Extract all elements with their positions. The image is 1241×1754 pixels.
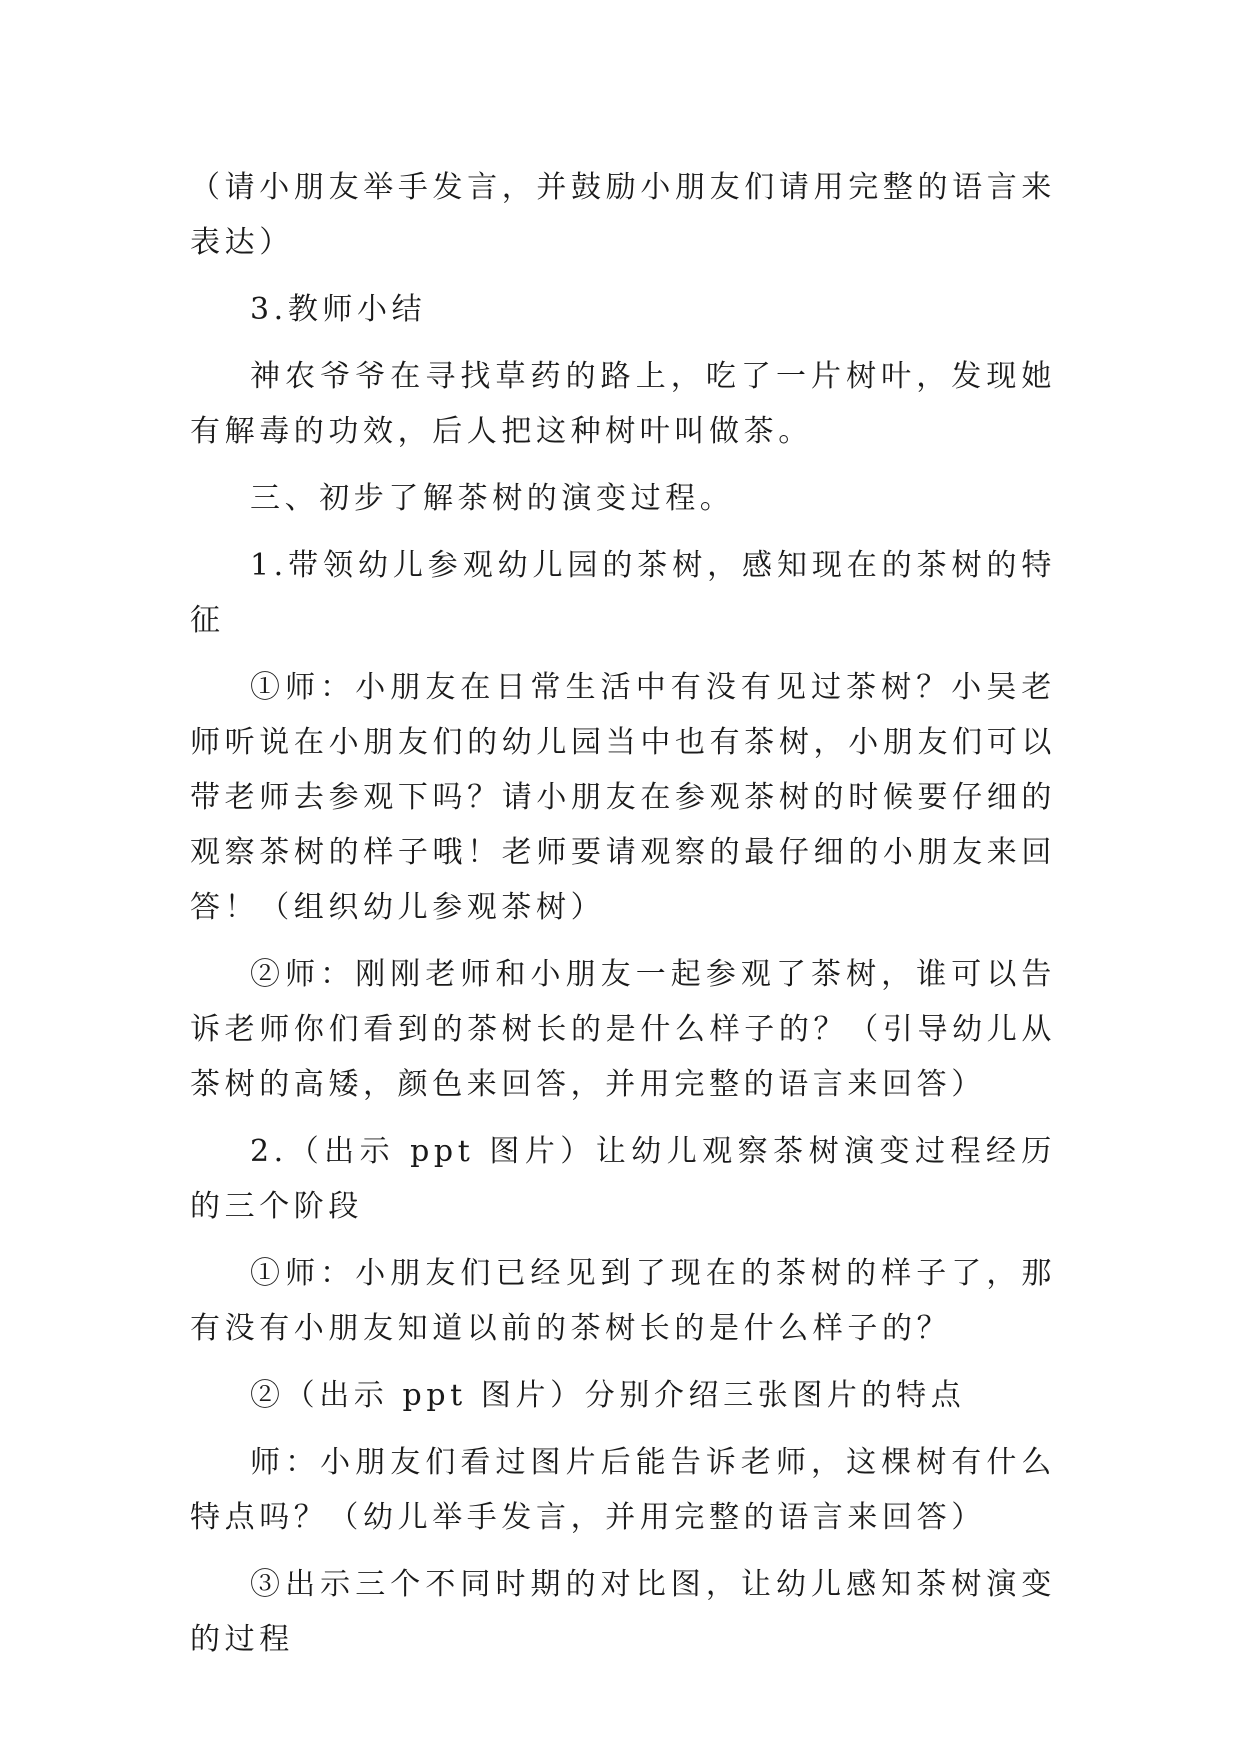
paragraph-comparison-chart: ③出示三个不同时期的对比图，让幼儿感知茶树演变的过程 <box>190 1567 1056 1657</box>
paragraph-intro-note: （请小朋友举手发言，并鼓励小朋友们请用完整的语言来表达） <box>190 170 1056 260</box>
document-page <box>190 160 1056 1679</box>
paragraph-teacher-question-4: 师：小朋友们看过图片后能告诉老师，这棵树有什么特点吗？（幼儿举手发言，并用完整的语言来回答） <box>190 1445 1056 1535</box>
paragraph-introduce-pictures: ②（出示 ppt 图片）分别介绍三张图片的特点 <box>250 1378 966 1413</box>
section-heading-tea-evolution: 三、初步了解茶树的演变过程。 <box>250 481 735 516</box>
step-2-show-ppt: 2.（出示 ppt 图片）让幼儿观察茶树演变过程经历的三个阶段 <box>190 1134 1056 1224</box>
paragraph-teacher-question-2: ②师：刚刚老师和小朋友一起参观了茶树，谁可以告诉老师你们看到的茶树长的是什么样子的？（引导幼儿从茶树的高矮，颜色来回答，并用完整的语言来回答） <box>190 957 1056 1102</box>
heading-teacher-summary: 3.教师小结 <box>250 292 427 327</box>
paragraph-teacher-question-1: ①师：小朋友在日常生活中有没有见过茶树？小吴老师听说在小朋友们的幼儿园当中也有茶树，小朋友们可以带老师去参观下吗？请小朋友在参观茶树的时候要仔细的观察茶树的样子哦！老师要请观察的最仔细的小朋友来回答！（组织幼儿参观茶树） <box>190 670 1056 925</box>
step-1-visit-tea-tree: 1.带领幼儿参观幼儿园的茶树，感知现在的茶树的特征 <box>190 548 1056 638</box>
paragraph-shennong-story: 神农爷爷在寻找草药的路上，吃了一片树叶，发现她有解毒的功效，后人把这种树叶叫做茶。 <box>190 359 1056 449</box>
paragraph-teacher-question-3: ①师：小朋友们已经见到了现在的茶树的样子了，那有没有小朋友知道以前的茶树长的是什么样子的？ <box>190 1256 1056 1346</box>
